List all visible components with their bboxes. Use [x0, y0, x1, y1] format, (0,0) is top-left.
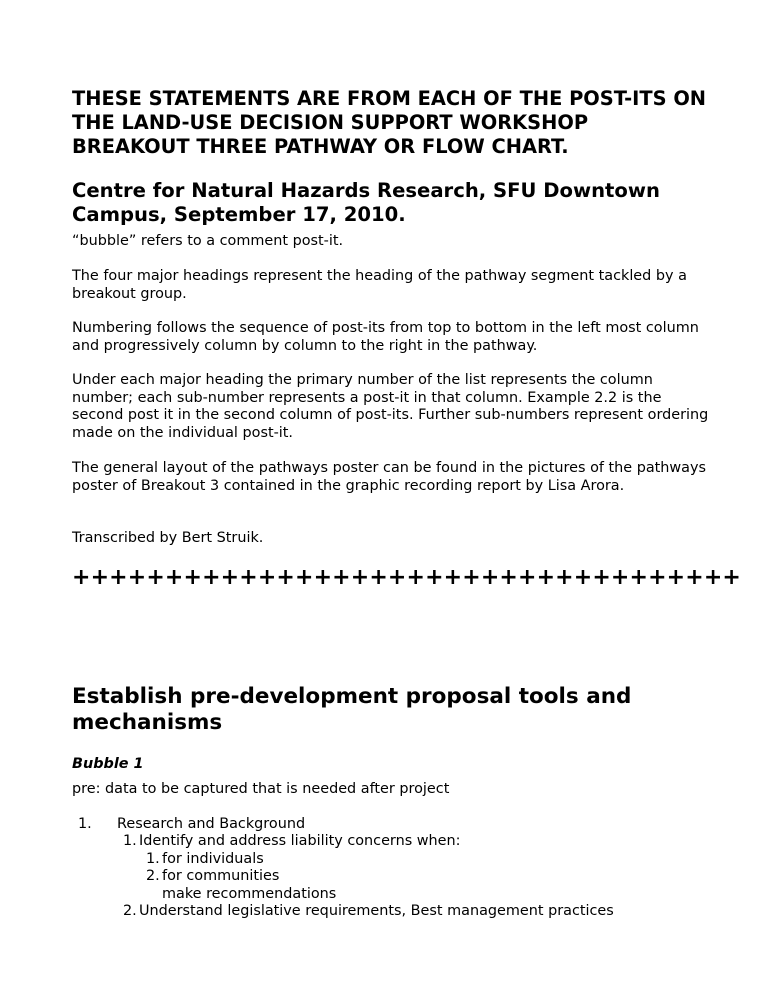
list-item-text: Research and Background [117, 816, 306, 832]
list-number: 1. [78, 816, 92, 832]
list-item [123, 833, 461, 851]
separator-line: ++++++++++++++++++++++++++++++++++++ [72, 565, 742, 590]
list-item [146, 868, 280, 886]
document-title: THESE STATEMENTS ARE FROM EACH OF THE POST-ITS ON THE LAND-USE DECISION SUPPORT WORKSHOP BREAKOUT THREE PATHWAY OR FLOW CHART. [72, 87, 707, 158]
list-number: 1. [123, 833, 137, 849]
list-item-text: for individuals [162, 851, 264, 867]
document-subtitle: Centre for Natural Hazards Research, SFU Downtown Campus, September 17, 2010. [72, 179, 660, 226]
list-item-text: for communities [162, 868, 280, 884]
list-item [78, 816, 306, 834]
list-number: 2. [146, 868, 160, 884]
intro-paragraph-structure: Under each major heading the primary number of the list represents the column number; each sub-number represents a post-it in that column. Example 2.2 is the second post it in the second column of post-its. Further sub-numbers represent ordering made on the individual post-it. [72, 372, 709, 441]
intro-paragraph-credit: Transcribed by Bert Struik. [72, 530, 264, 546]
bubble-label: Bubble 1 [72, 756, 144, 772]
list-number: 1. [146, 851, 160, 867]
intro-paragraph-layout: The general layout of the pathways poster can be found in the pictures of the pathways poster of Breakout 3 contained in the graphic recording report by Lisa Arora. [72, 460, 707, 494]
intro-paragraph-bubble: “bubble” refers to a comment post-it. [72, 233, 344, 249]
section-heading: Establish pre-development proposal tools and mechanisms [72, 684, 632, 735]
list-item-text: Understand legislative requirements, Best management practices [139, 903, 614, 919]
list-number: 2. [123, 903, 137, 919]
intro-paragraph-numbering: Numbering follows the sequence of post-its from top to bottom in the left most column and progressively column by column to the right in the pathway. [72, 320, 699, 354]
list-item-text: Identify and address liability concerns when: [139, 833, 461, 849]
list-item [123, 903, 614, 921]
bubble-text: pre: data to be captured that is needed after project [72, 781, 450, 797]
list-item [146, 851, 264, 869]
intro-paragraph-headings: The four major headings represent the heading of the pathway segment tackled by a breakout group. [72, 268, 687, 302]
list-item-continuation: make recommendations [162, 886, 337, 902]
